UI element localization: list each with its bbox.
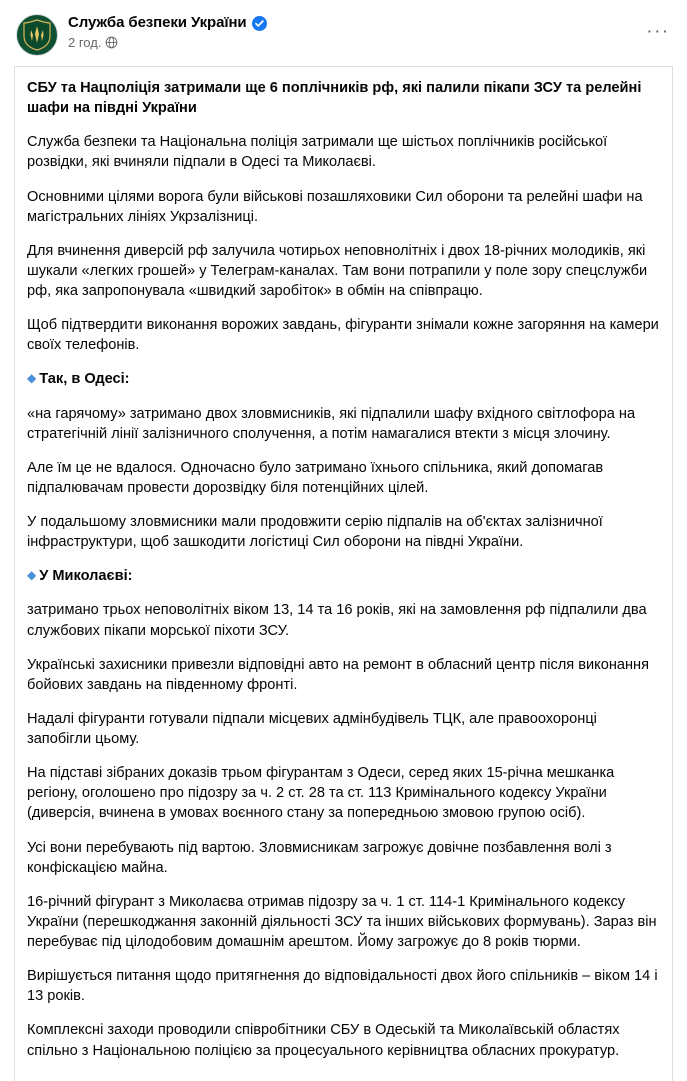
post-paragraph: «на гарячому» затримано двох зловмисників, які підпалили шафу вхідного світлофора на стратегічній лінії залізничного сполучення, а потім намагалися втекти з місця злочину. (27, 405, 636, 442)
post-author-block (68, 14, 267, 50)
post-body (14, 66, 673, 1081)
post-paragraph (27, 566, 660, 586)
diamond-bullet-icon: ◆ (27, 371, 37, 386)
post-paragraph: Комплексні заходи проводили співробітники СБУ в Одеській та Миколаївській областях спільно з Національною поліцією за процесуального керівництва обласних прокуратур. (27, 1022, 620, 1059)
verified-badge-icon (252, 16, 267, 31)
sbu-emblem-icon (22, 19, 52, 51)
post-paragraph: Але їм це не вдалося. Одночасно було затримано їхнього спільника, який допомагав підпалювачам провести дорозвідку біля потенційних цілей. (27, 459, 604, 496)
post-timestamp[interactable]: 2 год. (68, 34, 102, 50)
post-paragraph (27, 369, 660, 389)
post-paragraph: СБУ та Нацполіція затримали ще 6 поплічників рф, які палили пікапи ЗСУ та релейні шафи на півдні України (27, 80, 642, 117)
post-paragraph: 16-річний фігурант з Миколаєва отримав підозру за ч. 1 ст. 114-1 Кримінального кодексу України (перешкоджання законній діяльності ЗСУ та інших військових формувань). Зараз він перебуває під цілодобовим домашнім арештом. Йому загрожує до 8 років тюрми. (27, 893, 657, 950)
post-paragraph: У подальшому зловмисники мали продовжити серію підпалів на об'єктах залізничної інфраструктури, щоб зашкодити логістиці Сил оборони на півдні України. (27, 514, 603, 551)
post-paragraph-label: Так, в Одесі: (39, 371, 130, 388)
post-paragraph: Служба безпеки та Національна поліція затримали ще шістьох поплічників російської розвідки, які вчиняли підпали в Одесі та Миколаєві. (27, 134, 608, 171)
post-paragraph: Усі вони перебувають під вартою. Зловмисникам загрожує довічне позбавлення волі з конфіскацією майна. (27, 839, 612, 876)
diamond-bullet-icon: ◆ (27, 568, 37, 583)
globe-icon (105, 36, 118, 49)
post-paragraph: Українські захисники привезли відповідні авто на ремонт в обласний центр після виконання бойових завдань на південному фронті. (27, 656, 650, 693)
page-name[interactable]: Служба безпеки України (68, 14, 247, 31)
post-meta-row (68, 35, 267, 50)
author-name-row (68, 15, 267, 32)
post-paragraph: Основними цілями ворога були військові позашляховики Сил оборони та релейні шафи на магістральних лініях Укрзалізниці. (27, 188, 643, 225)
post-paragraph: Вирішується питання щодо притягнення до відповідальності двох його спільників – віком 14 і 13 років. (27, 968, 658, 1005)
post-paragraph: Для вчинення диверсій рф залучила чотирьох неповнолітніх і двох 18-річних молодиків, які шукали «легких грошей» у Телеграм-каналах. Там вони потрапили у поле зору спецслужби рф, яка запропонувала «швидкий заробіток» в обмін на співпрацю. (27, 242, 648, 299)
avatar[interactable] (16, 14, 58, 56)
post-paragraph-label: У Миколаєві: (39, 568, 133, 585)
post-paragraph: Надалі фігуранти готували підпали місцевих адмінбудівель ТЦК, але правоохоронці запобігли цьому. (27, 710, 597, 747)
post-more-options-button[interactable]: ··· (646, 21, 670, 42)
post-paragraph: Щоб підтвердити виконання ворожих завдань, фігуранти знімали кожне загоряння на камери своїх телефонів. (27, 317, 659, 354)
post-paragraph: На підставі зібраних доказів трьом фігурантам з Одеси, серед яких 15-річна мешканка регіону, оголошено про підозру за ч. 2 ст. 28 та ст. 113 Кримінального кодексу України (диверсія, вчинена в умовах воєнного стану за попередньою змовою групою осіб). (27, 765, 615, 822)
post-paragraph: затримано трьох неповолітніх віком 13, 14 та 16 років, які на замовлення рф підпалили два службових пікапи морської піхоти ЗСУ. (27, 602, 647, 639)
post-header (14, 12, 673, 66)
